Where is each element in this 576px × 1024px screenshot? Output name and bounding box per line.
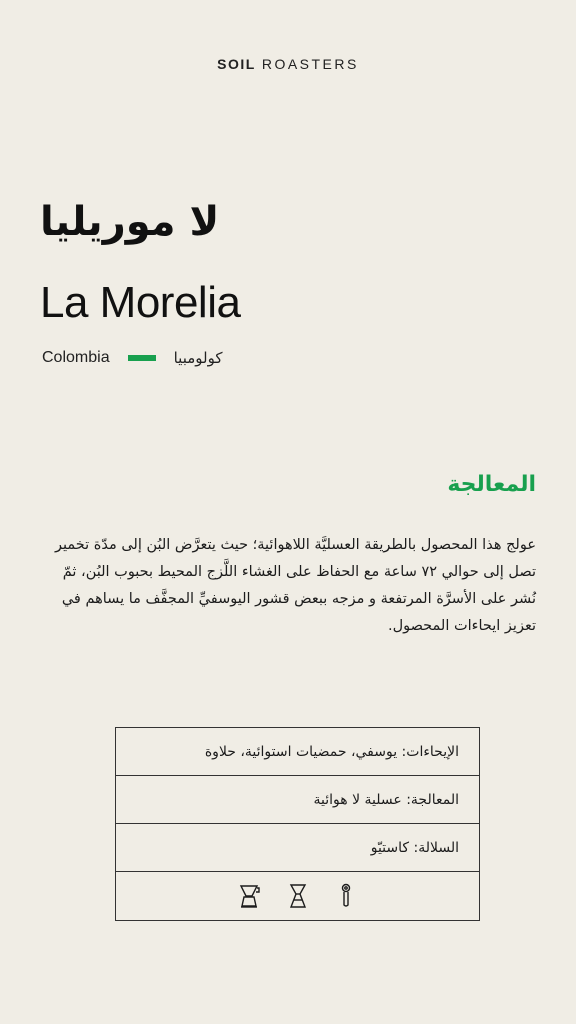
- process-description: عولج هذا المحصول بالطريقة العسليَّة اللاهوائية؛ حيث يتعرَّض البُن إلى مدّة تخمير تصل إلى حوالي ٧٢ ساعة مع الحفاظ على الغشاء اللَّزج المحيط بحبوب البُن، ثمّ نُشر على الأسرَّة المرتفعة و مزجه ببعض قشور اليوسفيِّ المجفَّف ما يساهم في تعزيز ايحاءات المحصول.: [54, 537, 536, 634]
- brand-header: [0, 56, 576, 72]
- espresso-portafilter-icon: [335, 883, 357, 909]
- v60-icon: [239, 883, 261, 909]
- origin-english: Colombia: [42, 349, 110, 366]
- chemex-icon: [287, 883, 309, 909]
- details-table: [115, 727, 480, 921]
- notes-row: [116, 728, 479, 776]
- brand-name: ROASTERS: [261, 56, 359, 72]
- origin-arabic: كولومبيا: [173, 349, 223, 367]
- process-title: المعالجة: [447, 472, 536, 497]
- variety-row: [116, 824, 479, 872]
- variety-text: السلالة: كاستيّو: [370, 839, 459, 856]
- processing-text: المعالجة: عسلية لا هوائية: [313, 791, 459, 808]
- coffee-name-arabic: لا موريليا: [40, 199, 220, 245]
- brand-logo: SOIL: [217, 56, 256, 72]
- coffee-name-english: La Morelia: [40, 278, 241, 327]
- processing-row: [116, 776, 479, 824]
- origin-row: [42, 346, 302, 370]
- notes-text: الإيحاءات: يوسفي، حمضيات استوائية، حلاوة: [204, 743, 459, 760]
- origin-divider: [128, 355, 156, 361]
- brew-methods-row: [116, 872, 479, 920]
